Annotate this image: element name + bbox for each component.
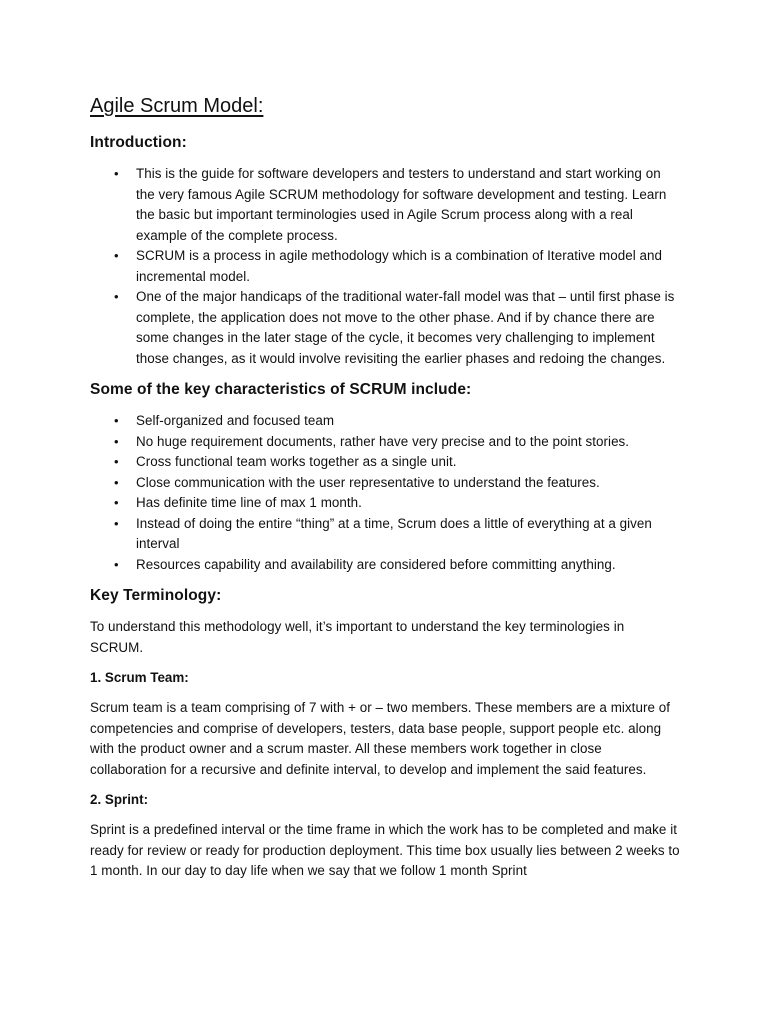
bullet-icon: • bbox=[114, 413, 119, 428]
list-item-text: Self-organized and focused team bbox=[136, 413, 335, 428]
introduction-heading: Introduction: bbox=[90, 134, 187, 151]
bullet-icon: • bbox=[114, 166, 119, 181]
bullet-icon: • bbox=[114, 556, 119, 572]
list-item bbox=[90, 246, 680, 287]
bullet-icon: • bbox=[114, 454, 119, 469]
characteristics-bullet-list bbox=[90, 411, 680, 575]
list-item bbox=[90, 473, 680, 494]
list-item bbox=[90, 452, 680, 473]
bullet-icon: • bbox=[114, 495, 119, 510]
list-item bbox=[90, 411, 680, 432]
characteristics-heading: Some of the key characteristics of SCRUM include: bbox=[90, 381, 472, 398]
bullet-icon: • bbox=[114, 289, 119, 304]
list-item bbox=[90, 164, 680, 246]
list-item bbox=[90, 514, 680, 555]
terminology-heading: Key Terminology: bbox=[90, 587, 222, 604]
introduction-bullet-list bbox=[90, 164, 680, 369]
list-item-text: No huge requirement documents, rather have very precise and to the point stories. bbox=[136, 433, 630, 449]
terminology-intro-paragraph: To understand this methodology well, it’s important to understand the key terminologies in SCRUM. bbox=[90, 619, 625, 655]
list-item-text: Resources capability and availability are considered before committing anything. bbox=[136, 556, 616, 572]
list-item bbox=[90, 493, 680, 514]
list-item bbox=[90, 555, 680, 576]
list-item-text: Has definite time line of max 1 month. bbox=[136, 495, 362, 510]
scrum-team-heading: 1. Scrum Team: bbox=[90, 670, 189, 685]
bullet-icon: • bbox=[114, 474, 119, 490]
list-item bbox=[90, 432, 680, 453]
bullet-icon: • bbox=[114, 515, 119, 531]
list-item-text: SCRUM is a process in agile methodology which is a combination of Iterative model and incremental model. bbox=[136, 248, 662, 284]
bullet-icon: • bbox=[114, 433, 119, 449]
list-item-text: Close communication with the user representative to understand the features. bbox=[136, 474, 600, 490]
list-item bbox=[90, 287, 680, 369]
sprint-paragraph: Sprint is a predefined interval or the time frame in which the work has to be completed and make it ready for review or ready for production deployment. This time box usually lies between 2 weeks to 1 month. In our day to day life when we say that we follow 1 month Sprint bbox=[90, 822, 680, 878]
bullet-icon: • bbox=[114, 248, 119, 263]
document-page bbox=[90, 92, 680, 892]
list-item-text: Instead of doing the entire “thing” at a time, Scrum does a little of everything at a given interval bbox=[136, 515, 652, 551]
sprint-heading: 2. Sprint: bbox=[90, 792, 149, 807]
list-item-text: One of the major handicaps of the traditional water-fall model was that – until first phase is complete, the application does not move to the other phase. And if by chance there are some changes in the later stage of the cycle, it becomes very challenging to implement those changes, as it would involve revisiting the earlier phases and redoing the changes. bbox=[136, 289, 675, 366]
scrum-team-paragraph: Scrum team is a team comprising of 7 with + or – two members. These members are a mixture of competencies and comprise of developers, testers, data base people, support people etc. along with the product owner and a scrum master. All these members work together in close collaboration for a recursive and definite interval, to develop and implement the said features. bbox=[90, 700, 670, 777]
document-title: Agile Scrum Model: bbox=[90, 95, 264, 117]
list-item-text: This is the guide for software developers and testers to understand and start working on the very famous Agile SCRUM methodology for software development and testing. Learn the basic but important terminologies used in Agile Scrum process along with a real example of the complete process. bbox=[136, 166, 667, 243]
list-item-text: Cross functional team works together as a single unit. bbox=[136, 454, 457, 469]
